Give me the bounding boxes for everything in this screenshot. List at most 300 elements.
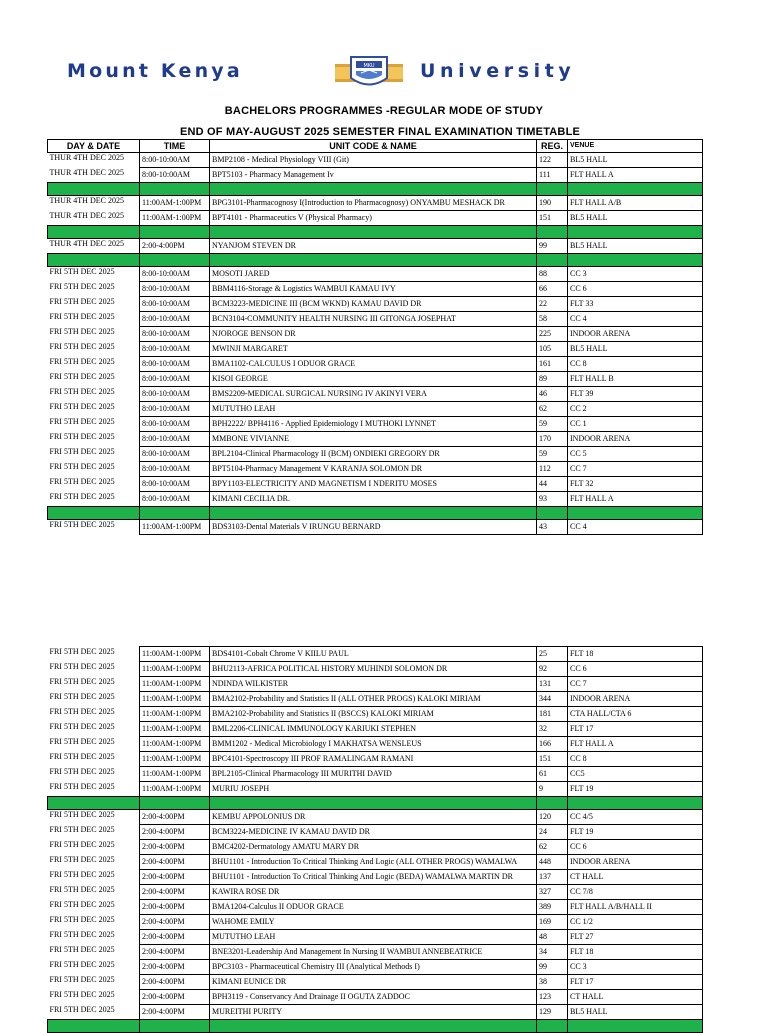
day-cell: FRI 5TH DEC 2025 bbox=[48, 870, 140, 885]
session-separator-row bbox=[48, 254, 703, 267]
separator-cell bbox=[48, 254, 140, 267]
table-row bbox=[48, 677, 703, 692]
unit-cell: BMS2209-MEDICAL SURGICAL NURSING IV AKINYI VERA bbox=[210, 387, 537, 402]
venue-cell: INDOOR ARENA bbox=[568, 692, 703, 707]
day-cell: FRI 5TH DEC 2025 bbox=[48, 692, 140, 707]
unit-cell: BPT5103 - Pharmacy Management Iv bbox=[210, 168, 537, 183]
table-row bbox=[48, 297, 703, 312]
time-cell: 8:00-10:00AM bbox=[140, 327, 210, 342]
table-row bbox=[48, 402, 703, 417]
venue-cell: CC 7/8 bbox=[568, 885, 703, 900]
reg-cell: 181 bbox=[537, 707, 568, 722]
day-cell: THUR 4TH DEC 2025 bbox=[48, 196, 140, 211]
venue-cell: CC 8 bbox=[568, 357, 703, 372]
venue-cell: FLT 32 bbox=[568, 477, 703, 492]
separator-cell bbox=[210, 254, 537, 267]
time-cell: 8:00-10:00AM bbox=[140, 417, 210, 432]
day-cell: FRI 5TH DEC 2025 bbox=[48, 810, 140, 825]
time-cell: 2:00-4:00PM bbox=[140, 915, 210, 930]
unit-cell: KEMBU APPOLONIUS DR bbox=[210, 810, 537, 825]
day-cell: FRI 5TH DEC 2025 bbox=[48, 297, 140, 312]
venue-cell: BL5 HALL bbox=[568, 211, 703, 226]
time-cell: 8:00-10:00AM bbox=[140, 447, 210, 462]
time-cell: 8:00-10:00AM bbox=[140, 372, 210, 387]
session-separator-row bbox=[48, 797, 703, 810]
table-row bbox=[48, 870, 703, 885]
time-cell: 8:00-10:00AM bbox=[140, 297, 210, 312]
time-column-header: TIME bbox=[140, 140, 210, 153]
venue-cell: CC 4 bbox=[568, 520, 703, 535]
separator-cell bbox=[140, 254, 210, 267]
time-cell: 11:00AM-1:00PM bbox=[140, 196, 210, 211]
time-cell: 2:00-4:00PM bbox=[140, 810, 210, 825]
reg-cell: 131 bbox=[537, 677, 568, 692]
venue-cell: CC 1/2 bbox=[568, 915, 703, 930]
venue-cell: CC 1 bbox=[568, 417, 703, 432]
day-cell: FRI 5TH DEC 2025 bbox=[48, 885, 140, 900]
reg-cell: 99 bbox=[537, 239, 568, 254]
time-cell: 2:00-4:00PM bbox=[140, 990, 210, 1005]
time-cell: 8:00-10:00AM bbox=[140, 312, 210, 327]
unit-cell: BPL2105-Clinical Pharmacology III MURITHI DAVID bbox=[210, 767, 537, 782]
separator-cell bbox=[210, 507, 537, 520]
reg-cell: 112 bbox=[537, 462, 568, 477]
time-cell: 2:00-4:00PM bbox=[140, 239, 210, 254]
reg-cell: 122 bbox=[537, 153, 568, 168]
day-cell: FRI 5TH DEC 2025 bbox=[48, 767, 140, 782]
reg-cell: 170 bbox=[537, 432, 568, 447]
day-cell: FRI 5TH DEC 2025 bbox=[48, 342, 140, 357]
unit-cell: BMM1202 - Medical Microbiology I MAKHATSA WENSLEUS bbox=[210, 737, 537, 752]
reg-cell: 123 bbox=[537, 990, 568, 1005]
time-cell: 8:00-10:00AM bbox=[140, 432, 210, 447]
day-cell: FRI 5TH DEC 2025 bbox=[48, 840, 140, 855]
separator-cell bbox=[140, 797, 210, 810]
day-cell: FRI 5TH DEC 2025 bbox=[48, 282, 140, 297]
time-cell: 11:00AM-1:00PM bbox=[140, 211, 210, 226]
reg-cell: 24 bbox=[537, 825, 568, 840]
reg-cell: 9 bbox=[537, 782, 568, 797]
time-cell: 8:00-10:00AM bbox=[140, 387, 210, 402]
separator-cell bbox=[140, 226, 210, 239]
session-separator-row bbox=[48, 1020, 703, 1033]
venue-cell: CC 4/5 bbox=[568, 810, 703, 825]
table-row bbox=[48, 737, 703, 752]
venue-cell: FLT 17 bbox=[568, 975, 703, 990]
separator-cell bbox=[568, 1020, 703, 1033]
brand-name-right: University bbox=[420, 60, 576, 82]
time-cell: 8:00-10:00AM bbox=[140, 402, 210, 417]
day-cell: FRI 5TH DEC 2025 bbox=[48, 1005, 140, 1020]
unit-cell: BMA2102-Probability and Statistics II (BSCCS) KALOKI MIRIAM bbox=[210, 707, 537, 722]
reg-cell: 88 bbox=[537, 267, 568, 282]
table-row bbox=[48, 282, 703, 297]
day-cell: THUR 4TH DEC 2025 bbox=[48, 153, 140, 168]
day-cell: FRI 5TH DEC 2025 bbox=[48, 520, 140, 535]
venue-cell: FLT 17 bbox=[568, 722, 703, 737]
time-cell: 11:00AM-1:00PM bbox=[140, 647, 210, 662]
table-header-row bbox=[48, 140, 703, 153]
separator-cell bbox=[537, 254, 568, 267]
reg-cell: 61 bbox=[537, 767, 568, 782]
venue-cell: BL5 HALL bbox=[568, 153, 703, 168]
table-row bbox=[48, 372, 703, 387]
table-row bbox=[48, 168, 703, 183]
table-row bbox=[48, 312, 703, 327]
day-cell: FRI 5TH DEC 2025 bbox=[48, 752, 140, 767]
venue-cell: BL5 HALL bbox=[568, 342, 703, 357]
table-row bbox=[48, 722, 703, 737]
unit-cell: BPY1103-ELECTRICITY AND MAGNETISM I NDERITU MOSES bbox=[210, 477, 537, 492]
venue-cell: CC 6 bbox=[568, 662, 703, 677]
time-cell: 11:00AM-1:00PM bbox=[140, 782, 210, 797]
reg-cell: 225 bbox=[537, 327, 568, 342]
separator-cell bbox=[568, 254, 703, 267]
venue-cell: CC 5 bbox=[568, 447, 703, 462]
unit-cell: BPG3101-Pharmacognosy I(Introduction to Pharmacognosy) ONYAMBU MESHACK DR bbox=[210, 196, 537, 211]
unit-cell: BPC3103 - Pharmaceutical Chemistry III (Analytical Methods I) bbox=[210, 960, 537, 975]
venue-cell: CC5 bbox=[568, 767, 703, 782]
table-row bbox=[48, 840, 703, 855]
time-cell: 8:00-10:00AM bbox=[140, 357, 210, 372]
timetable-part-1 bbox=[47, 139, 703, 535]
time-cell: 11:00AM-1:00PM bbox=[140, 677, 210, 692]
unit-column-header: UNIT CODE & NAME bbox=[210, 140, 537, 153]
venue-cell: BL5 HALL bbox=[568, 1005, 703, 1020]
day-cell: FRI 5TH DEC 2025 bbox=[48, 447, 140, 462]
unit-cell: MUTUTHO LEAH bbox=[210, 930, 537, 945]
unit-cell: BMA1102-CALCULUS I ODUOR GRACE bbox=[210, 357, 537, 372]
unit-cell: KAWIRA ROSE DR bbox=[210, 885, 537, 900]
reg-cell: 22 bbox=[537, 297, 568, 312]
reg-cell: 48 bbox=[537, 930, 568, 945]
venue-cell: FLT HALL A bbox=[568, 492, 703, 507]
separator-cell bbox=[568, 797, 703, 810]
reg-cell: 151 bbox=[537, 211, 568, 226]
reg-cell: 59 bbox=[537, 447, 568, 462]
day-cell: FRI 5TH DEC 2025 bbox=[48, 357, 140, 372]
reg-cell: 93 bbox=[537, 492, 568, 507]
separator-cell bbox=[568, 507, 703, 520]
time-cell: 11:00AM-1:00PM bbox=[140, 767, 210, 782]
day-cell: FRI 5TH DEC 2025 bbox=[48, 372, 140, 387]
day-cell: FRI 5TH DEC 2025 bbox=[48, 417, 140, 432]
day-cell: FRI 5TH DEC 2025 bbox=[48, 327, 140, 342]
time-cell: 8:00-10:00AM bbox=[140, 492, 210, 507]
time-cell: 8:00-10:00AM bbox=[140, 282, 210, 297]
table-row bbox=[48, 357, 703, 372]
table-row bbox=[48, 432, 703, 447]
reg-cell: 166 bbox=[537, 737, 568, 752]
reg-cell: 129 bbox=[537, 1005, 568, 1020]
unit-cell: BHU2113-AFRICA POLITICAL HISTORY MUHINDI SOLOMON DR bbox=[210, 662, 537, 677]
separator-cell bbox=[210, 183, 537, 196]
venue-cell: FLT 39 bbox=[568, 387, 703, 402]
unit-cell: BPT5104-Pharmacy Management V KARANJA SOLOMON DR bbox=[210, 462, 537, 477]
venue-cell: CTA HALL/CTA 6 bbox=[568, 707, 703, 722]
reg-cell: 58 bbox=[537, 312, 568, 327]
table-row bbox=[48, 707, 703, 722]
time-cell: 2:00-4:00PM bbox=[140, 900, 210, 915]
table-row bbox=[48, 975, 703, 990]
separator-cell bbox=[568, 183, 703, 196]
venue-cell: CC 3 bbox=[568, 267, 703, 282]
reg-cell: 89 bbox=[537, 372, 568, 387]
day-cell: FRI 5TH DEC 2025 bbox=[48, 855, 140, 870]
venue-cell: CC 6 bbox=[568, 282, 703, 297]
venue-cell: CC 7 bbox=[568, 677, 703, 692]
day-cell: THUR 4TH DEC 2025 bbox=[48, 239, 140, 254]
table-row bbox=[48, 447, 703, 462]
unit-cell: MMBONE VIVIANNE bbox=[210, 432, 537, 447]
reg-cell: 62 bbox=[537, 402, 568, 417]
venue-cell: CC 6 bbox=[568, 840, 703, 855]
time-cell: 8:00-10:00AM bbox=[140, 462, 210, 477]
separator-cell bbox=[48, 1020, 140, 1033]
table-row bbox=[48, 211, 703, 226]
unit-cell: MUTUTHO LEAH bbox=[210, 402, 537, 417]
time-cell: 2:00-4:00PM bbox=[140, 975, 210, 990]
table-row bbox=[48, 417, 703, 432]
table-row bbox=[48, 153, 703, 168]
session-separator-row bbox=[48, 507, 703, 520]
table-row bbox=[48, 782, 703, 797]
unit-cell: BPH2222/ BPH4116 - Applied Epidemiology I MUTHOKI LYNNET bbox=[210, 417, 537, 432]
unit-cell: BMA1204-Calculus II ODUOR GRACE bbox=[210, 900, 537, 915]
reg-cell: 44 bbox=[537, 477, 568, 492]
table-row bbox=[48, 825, 703, 840]
day-cell: THUR 4TH DEC 2025 bbox=[48, 168, 140, 183]
day-cell: FRI 5TH DEC 2025 bbox=[48, 402, 140, 417]
day-cell: FRI 5TH DEC 2025 bbox=[48, 662, 140, 677]
venue-cell: INDOOR ARENA bbox=[568, 432, 703, 447]
reg-cell: 389 bbox=[537, 900, 568, 915]
reg-cell: 151 bbox=[537, 752, 568, 767]
separator-cell bbox=[48, 507, 140, 520]
venue-cell: INDOOR ARENA bbox=[568, 327, 703, 342]
table-row bbox=[48, 327, 703, 342]
day-cell: FRI 5TH DEC 2025 bbox=[48, 945, 140, 960]
venue-cell: FLT 33 bbox=[568, 297, 703, 312]
separator-cell bbox=[537, 1020, 568, 1033]
venue-cell: FLT 27 bbox=[568, 930, 703, 945]
day-cell: FRI 5TH DEC 2025 bbox=[48, 975, 140, 990]
time-cell: 2:00-4:00PM bbox=[140, 840, 210, 855]
separator-cell bbox=[210, 226, 537, 239]
unit-cell: MUREITHI PURITY bbox=[210, 1005, 537, 1020]
reg-cell: 43 bbox=[537, 520, 568, 535]
separator-cell bbox=[210, 797, 537, 810]
table-row bbox=[48, 945, 703, 960]
university-header bbox=[0, 52, 768, 96]
venue-cell: CC 8 bbox=[568, 752, 703, 767]
unit-cell: BDS4101-Cobalt Chrome V KIILU PAUL bbox=[210, 647, 537, 662]
unit-cell: BDS3103-Dental Materials V IRUNGU BERNARD bbox=[210, 520, 537, 535]
programme-heading: BACHELORS PROGRAMMES -REGULAR MODE OF STUDY bbox=[224, 105, 544, 117]
reg-cell: 190 bbox=[537, 196, 568, 211]
table-row bbox=[48, 239, 703, 254]
day-cell: FRI 5TH DEC 2025 bbox=[48, 267, 140, 282]
table-row bbox=[48, 477, 703, 492]
unit-cell: BCM3224-MEDICINE IV KAMAU DAVID DR bbox=[210, 825, 537, 840]
day-cell: FRI 5TH DEC 2025 bbox=[48, 930, 140, 945]
time-cell: 2:00-4:00PM bbox=[140, 1005, 210, 1020]
table-row bbox=[48, 462, 703, 477]
table-row bbox=[48, 930, 703, 945]
venue-cell: FLT 18 bbox=[568, 945, 703, 960]
unit-cell: KIMANI EUNICE DR bbox=[210, 975, 537, 990]
separator-cell bbox=[48, 183, 140, 196]
time-cell: 2:00-4:00PM bbox=[140, 930, 210, 945]
day-cell: FRI 5TH DEC 2025 bbox=[48, 900, 140, 915]
unit-cell: BNE3201-Leadership And Management In Nursing II WAMBUI ANNEBEATRICE bbox=[210, 945, 537, 960]
time-cell: 2:00-4:00PM bbox=[140, 960, 210, 975]
time-cell: 8:00-10:00AM bbox=[140, 168, 210, 183]
day-cell: FRI 5TH DEC 2025 bbox=[48, 647, 140, 662]
unit-cell: BMC4202-Dermatology AMATU MARY DR bbox=[210, 840, 537, 855]
reg-cell: 92 bbox=[537, 662, 568, 677]
time-cell: 8:00-10:00AM bbox=[140, 267, 210, 282]
unit-cell: BBM4116-Storage & Logistics WAMBUI KAMAU IVY bbox=[210, 282, 537, 297]
unit-cell: BML2206-CLINICAL IMMUNOLOGY KARIUKI STEPHEN bbox=[210, 722, 537, 737]
day-cell: FRI 5TH DEC 2025 bbox=[48, 960, 140, 975]
separator-cell bbox=[537, 226, 568, 239]
venue-cell: FLT HALL A bbox=[568, 168, 703, 183]
reg-cell: 105 bbox=[537, 342, 568, 357]
venue-cell: CT HALL bbox=[568, 870, 703, 885]
venue-column-header: VENUE bbox=[568, 140, 703, 153]
time-cell: 8:00-10:00AM bbox=[140, 153, 210, 168]
day-cell: FRI 5TH DEC 2025 bbox=[48, 387, 140, 402]
reg-cell: 327 bbox=[537, 885, 568, 900]
table-row bbox=[48, 267, 703, 282]
table-row bbox=[48, 915, 703, 930]
venue-cell: CC 2 bbox=[568, 402, 703, 417]
unit-cell: BPT4101 - Pharmaceutics V (Physical Pharmacy) bbox=[210, 211, 537, 226]
venue-cell: CC 3 bbox=[568, 960, 703, 975]
day-cell: FRI 5TH DEC 2025 bbox=[48, 462, 140, 477]
separator-cell bbox=[140, 507, 210, 520]
reg-cell: 34 bbox=[537, 945, 568, 960]
table-row bbox=[48, 990, 703, 1005]
separator-cell bbox=[537, 797, 568, 810]
table-row bbox=[48, 752, 703, 767]
table-row bbox=[48, 647, 703, 662]
table-row bbox=[48, 387, 703, 402]
venue-cell: FLT 19 bbox=[568, 782, 703, 797]
day-cell: FRI 5TH DEC 2025 bbox=[48, 990, 140, 1005]
timetable-heading: END OF MAY-AUGUST 2025 SEMESTER FINAL EXAMINATION TIMETABLE bbox=[179, 126, 581, 138]
time-cell: 2:00-4:00PM bbox=[140, 855, 210, 870]
reg-cell: 137 bbox=[537, 870, 568, 885]
reg-cell: 38 bbox=[537, 975, 568, 990]
session-separator-row bbox=[48, 226, 703, 239]
reg-cell: 25 bbox=[537, 647, 568, 662]
table-row bbox=[48, 520, 703, 535]
time-cell: 11:00AM-1:00PM bbox=[140, 692, 210, 707]
unit-cell: KIMANI CECILIA DR. bbox=[210, 492, 537, 507]
table-row bbox=[48, 662, 703, 677]
session-separator-row bbox=[48, 183, 703, 196]
separator-cell bbox=[210, 1020, 537, 1033]
reg-cell: 161 bbox=[537, 357, 568, 372]
reg-column-header: REG. bbox=[537, 140, 568, 153]
day-cell: FRI 5TH DEC 2025 bbox=[48, 782, 140, 797]
time-cell: 11:00AM-1:00PM bbox=[140, 752, 210, 767]
venue-cell: CC 4 bbox=[568, 312, 703, 327]
unit-cell: WAHOME EMILY bbox=[210, 915, 537, 930]
unit-cell: BPC4101-Spectroscopy III PROF RAMALINGAM RAMANI bbox=[210, 752, 537, 767]
reg-cell: 120 bbox=[537, 810, 568, 825]
unit-cell: NDINDA WILKISTER bbox=[210, 677, 537, 692]
table-row bbox=[48, 810, 703, 825]
time-cell: 11:00AM-1:00PM bbox=[140, 707, 210, 722]
unit-cell: BCN3104-COMMUNITY HEALTH NURSING III GITONGA JOSEPHAT bbox=[210, 312, 537, 327]
time-cell: 2:00-4:00PM bbox=[140, 825, 210, 840]
venue-cell: BL5 HALL bbox=[568, 239, 703, 254]
unit-cell: MURIU JOSEPH bbox=[210, 782, 537, 797]
reg-cell: 111 bbox=[537, 168, 568, 183]
day-cell: FRI 5TH DEC 2025 bbox=[48, 477, 140, 492]
unit-cell: BCM3223-MEDICINE III (BCM WKND) KAMAU DAVID DR bbox=[210, 297, 537, 312]
table-row bbox=[48, 492, 703, 507]
table-row bbox=[48, 900, 703, 915]
time-cell: 11:00AM-1:00PM bbox=[140, 737, 210, 752]
reg-cell: 169 bbox=[537, 915, 568, 930]
venue-cell: FLT HALL B bbox=[568, 372, 703, 387]
unit-cell: BMA2102-Probability and Statistics II (ALL OTHER PROGS) KALOKI MIRIAM bbox=[210, 692, 537, 707]
separator-cell bbox=[140, 183, 210, 196]
time-cell: 2:00-4:00PM bbox=[140, 945, 210, 960]
separator-cell bbox=[537, 507, 568, 520]
reg-cell: 448 bbox=[537, 855, 568, 870]
separator-cell bbox=[537, 183, 568, 196]
reg-cell: 344 bbox=[537, 692, 568, 707]
day-cell: FRI 5TH DEC 2025 bbox=[48, 737, 140, 752]
venue-cell: CC 7 bbox=[568, 462, 703, 477]
day-cell: FRI 5TH DEC 2025 bbox=[48, 677, 140, 692]
venue-cell: FLT 18 bbox=[568, 647, 703, 662]
separator-cell bbox=[140, 1020, 210, 1033]
unit-cell: MWINJI MARGARET bbox=[210, 342, 537, 357]
day-cell: FRI 5TH DEC 2025 bbox=[48, 707, 140, 722]
time-cell: 2:00-4:00PM bbox=[140, 885, 210, 900]
venue-cell: FLT HALL A/B/HALL II bbox=[568, 900, 703, 915]
unit-cell: NYANJOM STEVEN DR bbox=[210, 239, 537, 254]
day-cell: FRI 5TH DEC 2025 bbox=[48, 915, 140, 930]
day-cell: THUR 4TH DEC 2025 bbox=[48, 211, 140, 226]
time-cell: 8:00-10:00AM bbox=[140, 477, 210, 492]
reg-cell: 59 bbox=[537, 417, 568, 432]
time-cell: 2:00-4:00PM bbox=[140, 870, 210, 885]
table-row bbox=[48, 767, 703, 782]
day-cell: FRI 5TH DEC 2025 bbox=[48, 722, 140, 737]
separator-cell bbox=[48, 797, 140, 810]
venue-cell: FLT HALL A/B bbox=[568, 196, 703, 211]
day-cell: FRI 5TH DEC 2025 bbox=[48, 825, 140, 840]
unit-cell: BPH3119 - Conservancy And Drainage II OGUTA ZADDOC bbox=[210, 990, 537, 1005]
timetable-part-2 bbox=[47, 646, 703, 1033]
table-row bbox=[48, 196, 703, 211]
day-cell: FRI 5TH DEC 2025 bbox=[48, 492, 140, 507]
unit-cell: BHU1101 - Introduction To Critical Thinking And Logic (BEDA) WAMALWA MARTIN DR bbox=[210, 870, 537, 885]
day-cell: FRI 5TH DEC 2025 bbox=[48, 312, 140, 327]
time-cell: 8:00-10:00AM bbox=[140, 342, 210, 357]
university-logo-icon bbox=[333, 54, 405, 92]
reg-cell: 32 bbox=[537, 722, 568, 737]
unit-cell: MOSOTI JARED bbox=[210, 267, 537, 282]
reg-cell: 46 bbox=[537, 387, 568, 402]
